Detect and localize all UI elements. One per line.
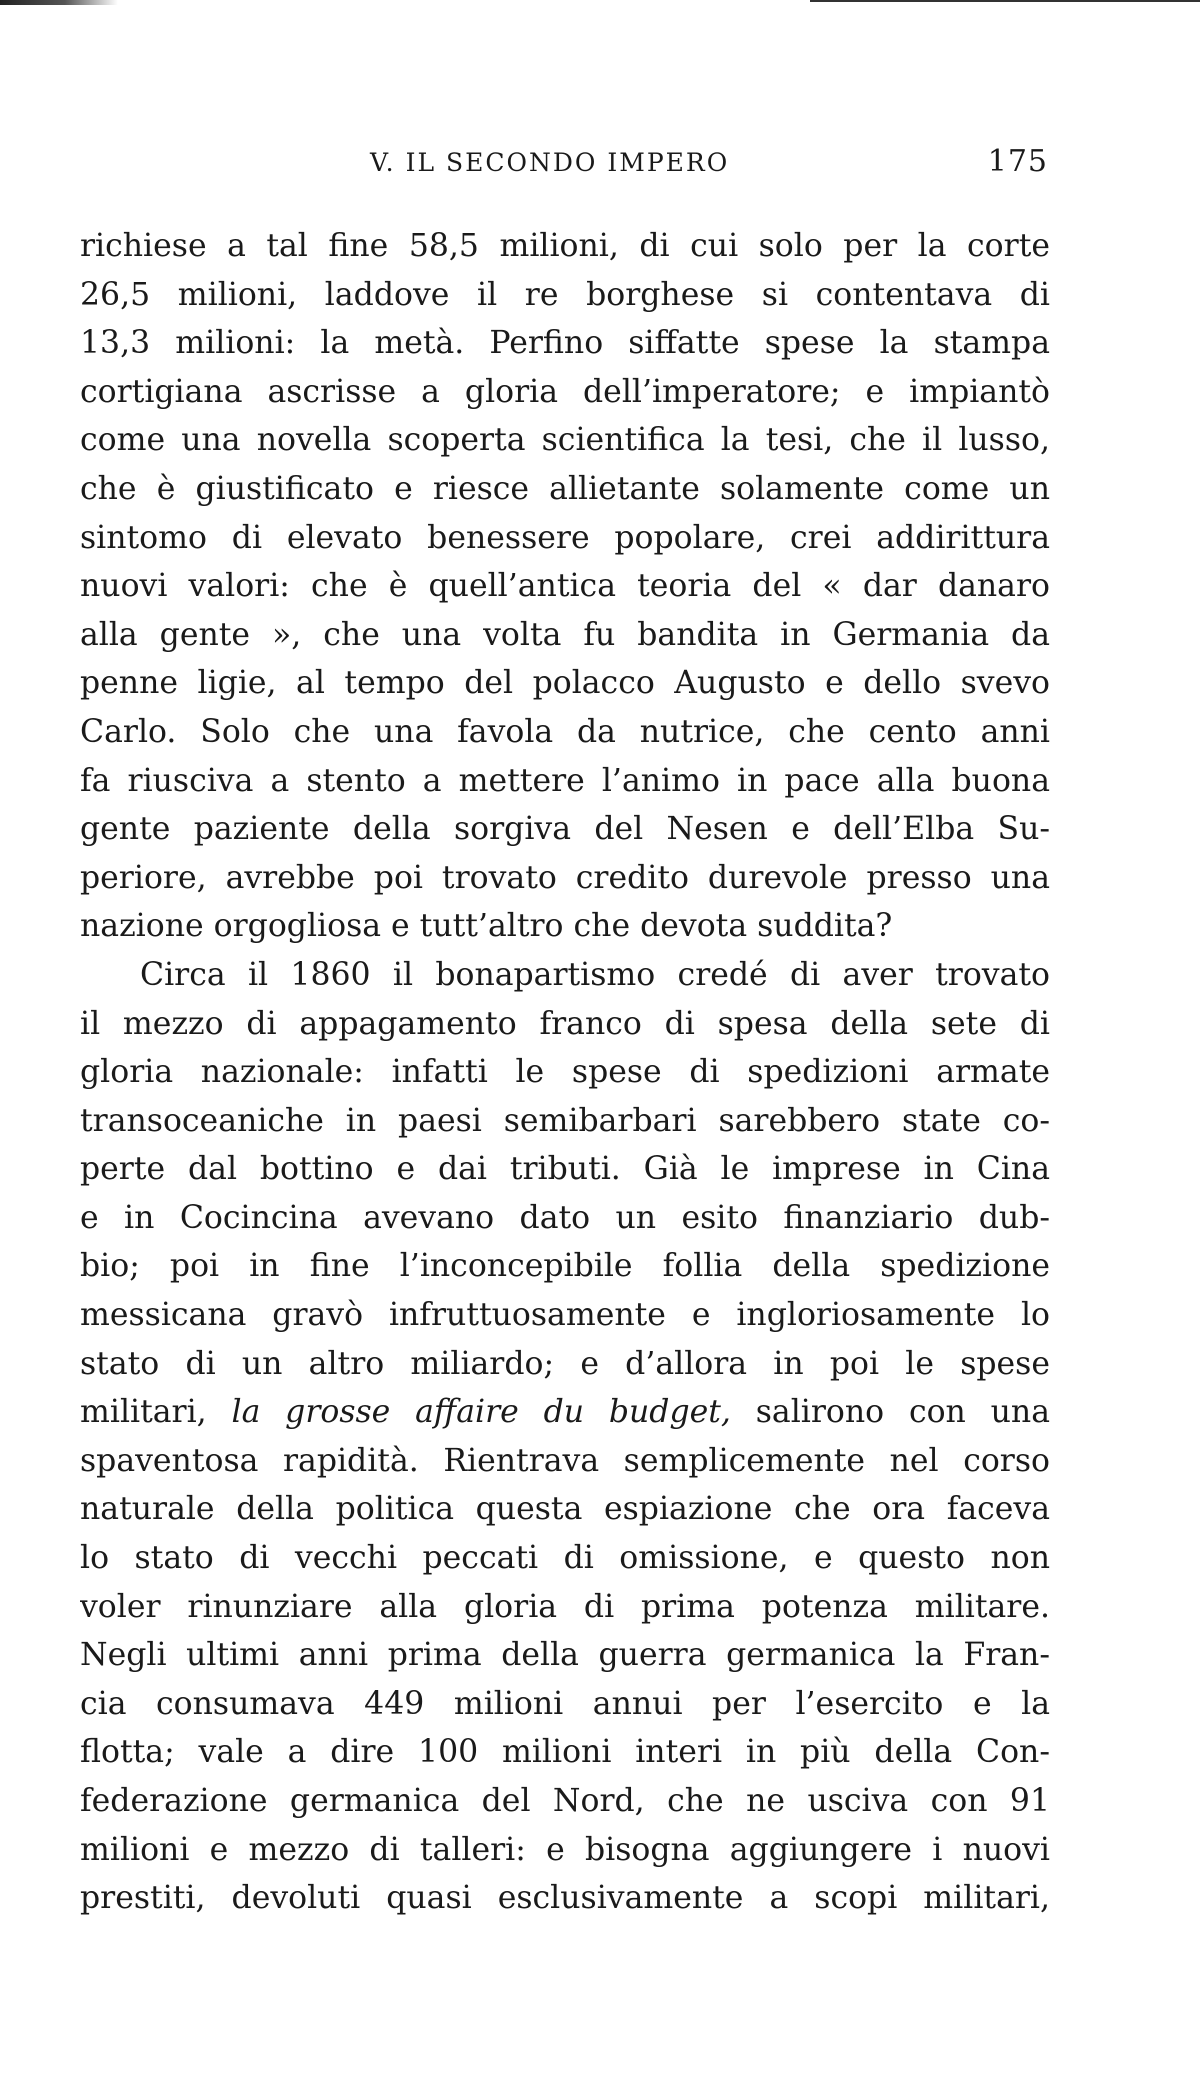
text-line: sintomo di elevato benessere popolare, crei addirittura — [80, 519, 1050, 556]
text-line: fa riusciva a stento a mettere l’animo in pace alla buona — [80, 762, 1050, 799]
text-line: Negli ultimi anni prima della guerra germanica la Fran- — [80, 1637, 1050, 1674]
text-line: 13,3 milioni: la metà. Perfino siffatte spese la stampa — [80, 325, 1050, 362]
text-line: naturale della politica questa espiazione che ora faceva — [80, 1491, 1050, 1528]
text-line: federazione germanica del Nord, che ne usciva con 91 — [80, 1783, 1050, 1819]
text-line: periore, avrebbe poi trovato credito durevole presso una — [80, 859, 1050, 896]
text-segment: salirono con una — [755, 1394, 1050, 1431]
text-segment: militari, — [80, 1394, 207, 1431]
paragraph-last-line: nazione orgogliosa e tutt’altro che devota suddita? — [80, 908, 893, 945]
text-line: cortigiana ascrisse a gloria dell’imperatore; e impiantò — [80, 373, 1050, 410]
text-line: come una novella scoperta scientifica la tesi, che il lusso, — [80, 422, 1050, 459]
italic-phrase: la grosse affaire du budget, — [231, 1394, 731, 1431]
text-line: penne ligie, al tempo del polacco Augusto e dello svevo — [80, 665, 1050, 702]
text-line: stato di un altro miliardo; e d’allora in poi le spese — [80, 1345, 1050, 1382]
text-line: alla gente », che una volta fu bandita in Germania da — [80, 616, 1050, 653]
text-line: cia consumava 449 milioni annui per l’esercito e la — [80, 1685, 1050, 1722]
text-line: milioni e mezzo di talleri: e bisogna aggiungere i nuovi — [80, 1831, 1050, 1868]
text-line: voler rinunziare alla gloria di prima potenza militare. — [80, 1588, 1050, 1625]
page-number: 175 — [987, 144, 1048, 179]
text-line: spaventosa rapidità. Rientrava semplicemente nel corso — [80, 1442, 1050, 1479]
text-line: gente paziente della sorgiva del Nesen e dell’Elba Su- — [80, 811, 1050, 848]
text-line: nuovi valori: che è quell’antica teoria del « dar danaro — [80, 568, 1050, 605]
text-line: gloria nazionale: infatti le spese di spedizioni armate — [80, 1054, 1050, 1091]
text-line: messicana gravò infruttuosamente e ingloriosamente lo — [80, 1297, 1050, 1334]
text-line: 26,5 milioni, laddove il re borghese si contentava di — [80, 276, 1050, 313]
text-line: flotta; vale a dire 100 milioni interi in più della Con- — [80, 1734, 1050, 1771]
text-line: lo stato di vecchi peccati di omissione, e questo non — [80, 1540, 1050, 1577]
running-head: V. IL SECONDO IMPERO — [370, 148, 730, 177]
text-line-with-italic — [80, 1388, 1050, 1437]
text-line: che è giustificato e riesce allietante solamente come un — [80, 470, 1050, 507]
text-line: prestiti, devoluti quasi esclusivamente a scopi militari, — [80, 1880, 1050, 1917]
text-line: e in Cocincina avevano dato un esito finanziario dub- — [80, 1199, 1050, 1236]
paragraph-first-line: Circa il 1860 il bonapartismo credé di aver trovato — [140, 956, 1050, 993]
text-line: perte dal bottino e dai tributi. Già le imprese in Cina — [80, 1151, 1050, 1188]
body-text — [80, 222, 1050, 1923]
book-page — [80, 0, 1050, 2100]
text-line: transoceaniche in paesi semibarbari sarebbero state co- — [80, 1102, 1050, 1139]
text-line: bio; poi in fine l’inconcepibile follia della spedizione — [80, 1248, 1050, 1285]
text-line: richiese a tal fine 58,5 milioni, di cui solo per la corte — [80, 228, 1050, 264]
text-line: il mezzo di appagamento franco di spesa della sete di — [80, 1005, 1050, 1042]
page-header — [80, 142, 1050, 186]
text-line: Carlo. Solo che una favola da nutrice, che cento anni — [80, 713, 1050, 750]
